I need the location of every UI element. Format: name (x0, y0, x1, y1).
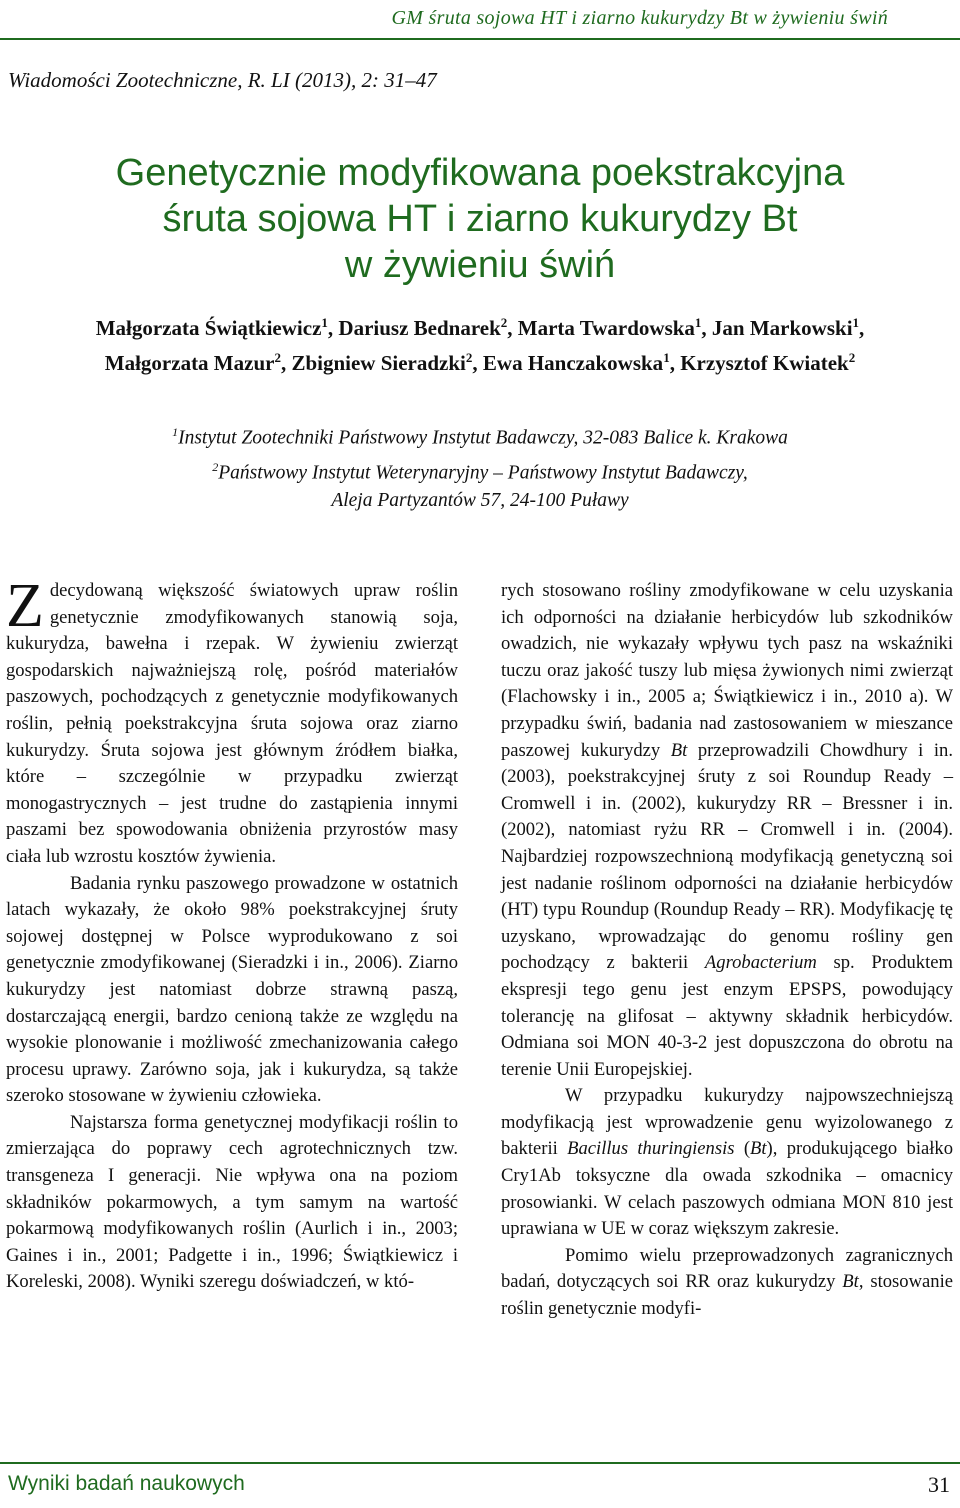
author: Małgorzata Mazur$^2$ (104, 350, 281, 375)
author: Jan Markowski$^1$ (711, 315, 860, 340)
affiliation-2-address: Aleja Partyzantów 57, 24-100 Puławy (331, 490, 629, 511)
paragraph: Najstarsza forma genetycznej modyfikacji roślin to zmierzająca do poprawy cech agrotechnicznych tzw. transgeneza I generacji. Nie wpływa ona na poziom składników pokarmowych, a tym samym na wartość pokarmową modyfikowanych roślin (Aurlich i in., 2003; Gaines i in., 2001; Padgette i in., 1996; Świątkiewicz i Koreleski, 2008). Wyniki szeregu doświadczeń, w któ- (6, 1111, 458, 1293)
title-line-2: śruta sojowa HT i ziarno kukurydzy Bt (162, 198, 798, 240)
author: Małgorzata Świątkiewicz$^1$ (95, 315, 328, 340)
body-column-right (501, 578, 953, 1323)
title-line-1: Genetycznie modyfikowana poekstrakcyjna (115, 152, 845, 194)
affiliation-2: $^2$Państwowy Instytut Weterynaryjny – Państwowy Instytut Badawczy, (212, 459, 748, 483)
drop-cap: Z (6, 572, 44, 640)
footer-divider (0, 1462, 960, 1464)
paragraph: Zdecydowaną większość światowych upraw roślin genetycznie zmodyfikowanych stanowią soja, kukurydza, bawełna i rzepak. W żywieniu zwierząt gospodarskich najważniejszą rolę, pośród materiałów paszowych, pochodzących z genetycznie modyfikowanych roślin, pełnią poekstrakcyjna śruta sojowa oraz ziarno kukurydzy. Śruta sojowa jest głównym źródłem białka, które – szczególnie w przypadku zwierząt monogastrycznych – jest trudne do zastąpienia innymi paszami bez spowodowania obniżenia przyrostów masy ciała lub wzrostu kosztów żywienia. (6, 572, 458, 867)
author: Zbigniew Sieradzki$^2$ (291, 350, 473, 375)
author: Marta Twardowska$^1$ (517, 315, 702, 340)
author-list: Małgorzata Świątkiewicz$^1$, Dariusz Bednarek$^2$, Marta Twardowska$^1$, Jan Markowski$^1$, Małgorzata Mazur$^2$, Zbigniew Sieradzki$^2$, Ewa Hanczakowska$^1$, Krzysztof Kwiatek$^2$ (95, 315, 865, 375)
author: Dariusz Bednarek$^2$ (338, 315, 508, 340)
author: Krzysztof Kwiatek$^2$ (680, 350, 856, 375)
footer-section-label: Wyniki badań naukowych (8, 1472, 245, 1495)
running-header (0, 0, 960, 40)
paragraph: W przypadku kukurydzy najpowszechniejszą modyfikacją jest wprowadzenie genu wyizolowanego z bakterii Bacillus thuringiensis (Bt), produkującego białko Cry1Ab toksyczne dla owada szkodnika – omacnicy prosowianki. W celach paszowych odmiana MON 810 jest uprawiana w UE w coraz większym zakresie. (501, 1085, 954, 1240)
article-title (0, 150, 960, 288)
body-column-left (6, 572, 458, 1296)
paragraph: Pomimo wielu przeprowadzonych zagranicznych badań, dotyczących soi RR oraz kukurydzy Bt, stosowanie roślin genetycznie modyfi- (501, 1244, 953, 1320)
paragraph: rych stosowano rośliny zmodyfikowane w celu uzyskania ich odporności na działanie herbicydów lub szkodników owadzich, nie wykazały wpływu tych pasz na wskaźniki tuczu oraz jakość tuszy lub mięsa żywionych nimi zwierząt (Flachowsky i in., 2005 a; Świątkiewicz i in., 2010 a). W przypadku świń, badania nad zastosowaniem w mieszance paszowej kukurydzy Bt przeprowadzili Chowdhury i in. (2003), poekstrakcyjnej śruty z soi Roundup Ready – Cromwell i in. (2002), kukurydzy RR – Bressner i in. (2002), natomiast ryżu RR – Cromwell i in. (2004). Najbardziej rozpowszechnioną modyfikacją genetyczną soi jest nadanie roślinom odporności na działanie herbicydów (HT) typu Roundup (Roundup Ready – RR). Modyfikację tę uzyskano, wprowadzając do genomu rośliny gen pochodzący z bakterii Agrobacterium sp. Produktem ekspresji tego genu jest enzym EPSPS, powodujący tolerancję na glifosat – aktywny składnik herbicydów. Odmiana soi MON 40-3-2 jest dopuszczona do obrotu na terenie Unii Europejskiej. (501, 580, 953, 1080)
journal-reference: Wiadomości Zootechniczne, R. LI (2013), 2: 31–47 (8, 68, 437, 92)
author: Ewa Hanczakowska$^1$ (482, 350, 670, 375)
affiliation-1: $^1$Instytut Zootechniki Państwowy Instytut Badawczy, 32-083 Balice k. Krakowa (172, 425, 788, 449)
affiliations (20, 418, 940, 515)
page-number: 31 (928, 1472, 950, 1497)
title-line-3: w żywieniu świń (344, 244, 616, 286)
running-title: GM śruta sojowa HT i ziarno kukurydzy Bt w żywieniu świń (391, 7, 888, 29)
paragraph: Badania rynku paszowego prowadzone w ostatnich latach wykazały, że około 98% poekstrakcyjnej śruty sojowej dostępnej w Polsce wyprodukowano z soi genetycznie zmodyfikowanej (Sieradzki i in., 2006). Ziarno kukurydzy jest natomiast dobrze strawną paszą, dostarczającą energii, bardzo cenioną także ze względu na wysokie plonowanie i możliwość zmechanizowania całego procesu uprawy. Zarówno soja, jak i kukurydza, są także szeroko stosowane w żywieniu człowieka. (6, 872, 458, 1107)
